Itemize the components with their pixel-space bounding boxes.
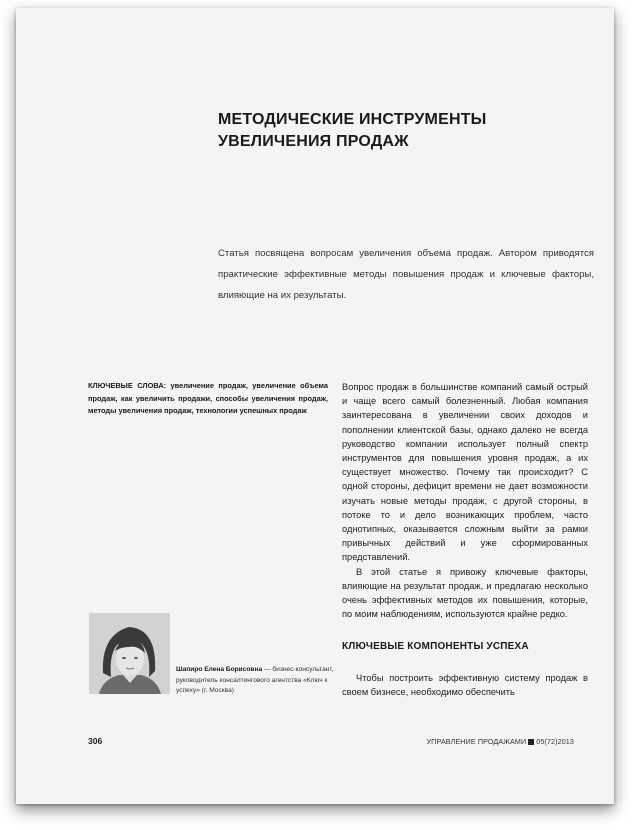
keywords: КЛЮЧЕВЫЕ СЛОВА: увеличение продаж, увеличение объема продаж, как увеличить продажи, способы увеличения продаж, методы увеличения продаж, технологии успешных продаж <box>88 381 328 415</box>
author-portrait-icon <box>89 613 170 694</box>
article-title <box>218 109 558 153</box>
journal-footer <box>427 737 574 746</box>
author-info <box>176 665 334 697</box>
article-title-line2: УВЕЛИЧЕНИЯ ПРОДАЖ <box>218 133 409 150</box>
magazine-page <box>16 8 614 804</box>
square-bullet-icon <box>528 739 534 745</box>
author-photo <box>89 613 170 694</box>
article-lead: Статья посвящена вопросам увеличения объема продаж. Автором приводятся практические эффективные методы повышения продаж и ключевые факторы, влияющие на их результаты. <box>218 248 594 301</box>
page-number: 306 <box>88 736 103 746</box>
author-description: — бизнес-консультант, руководитель консалтингового агентства «Ключ к успеху» (г. Москва) <box>176 666 334 694</box>
section-paragraph: Чтобы построить эффективную систему продаж в своем бизнесе, необходимо обеспечить <box>342 673 588 698</box>
article-body <box>342 380 588 621</box>
journal-name: УПРАВЛЕНИЕ ПРОДАЖАМИ <box>426 737 527 746</box>
issue-number: 05(72)2013 <box>536 737 574 746</box>
body-paragraph: Вопрос продаж в большинстве компаний самый острый и чаще всего самый болезненный. Любая компания заинтересована в увеличении своих доходов и пополнении клиентской базы, однако далеко не всегда руководство компании использует полный спектр инструментов для повышения уровня продаж, а их существует множество. Почему так происходит? С одной стороны, дефицит времени не дает возможности изучать новые методы продаж, с другой стороны, в потоке то и дело возникающих проблем, часто однотипных, оказывается сложным выйти за рамки привычных действий и уже сформированных представлений. <box>342 382 588 563</box>
article-title-line1: МЕТОДИЧЕСКИЕ ИНСТРУМЕНТЫ <box>218 111 487 128</box>
body-paragraph: В этой статье я привожу ключевые факторы, влияющие на результат продаж, и предлагаю несколько очень эффективных методов их повышения, которые, по моим наблюдениям, используются крайне редко. <box>342 566 588 620</box>
author-name: Шапиро Елена Борисовна <box>176 666 263 673</box>
section-heading: КЛЮЧЕВЫЕ КОМПОНЕНТЫ УСПЕХА <box>342 641 529 652</box>
